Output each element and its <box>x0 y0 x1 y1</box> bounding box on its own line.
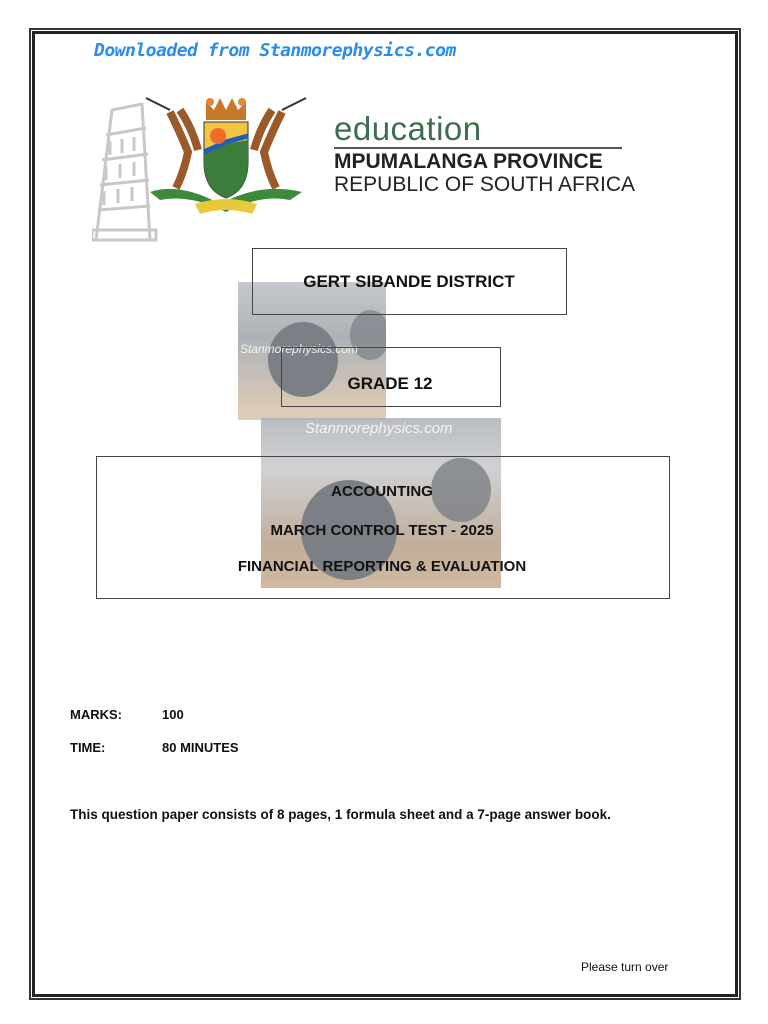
test-label: MARCH CONTROL TEST - 2025 <box>270 522 494 539</box>
topic-label: FINANCIAL REPORTING & EVALUATION <box>237 558 527 575</box>
marks-label: MARKS: <box>70 707 122 722</box>
download-source-note: Downloaded from Stanmorephysics.com <box>94 40 456 61</box>
time-value: 80 MINUTES <box>162 740 239 755</box>
logo-divider <box>334 147 622 149</box>
country-name: REPUBLIC OF SOUTH AFRICA <box>334 173 636 196</box>
grade-label: GRADE 12 <box>347 374 433 393</box>
watermark-text: Stanmorephysics.com <box>305 420 453 437</box>
watermark-text: Stanmorephysics.com <box>240 342 359 356</box>
time-label: TIME: <box>70 740 106 755</box>
paper-info: This question paper consists of 8 pages, 1 formula sheet and a 7-page answer book. <box>70 807 611 822</box>
marks-value: 100 <box>162 707 184 722</box>
province-name: MPUMALANGA PROVINCE <box>334 150 603 173</box>
turn-over-note: Please turn over <box>581 960 669 974</box>
district-name: GERT SIBANDE DISTRICT <box>303 272 515 291</box>
education-wordmark: education <box>334 110 482 147</box>
coat-of-arms-logo <box>140 92 312 232</box>
subject-label: ACCOUNTING <box>331 483 433 500</box>
